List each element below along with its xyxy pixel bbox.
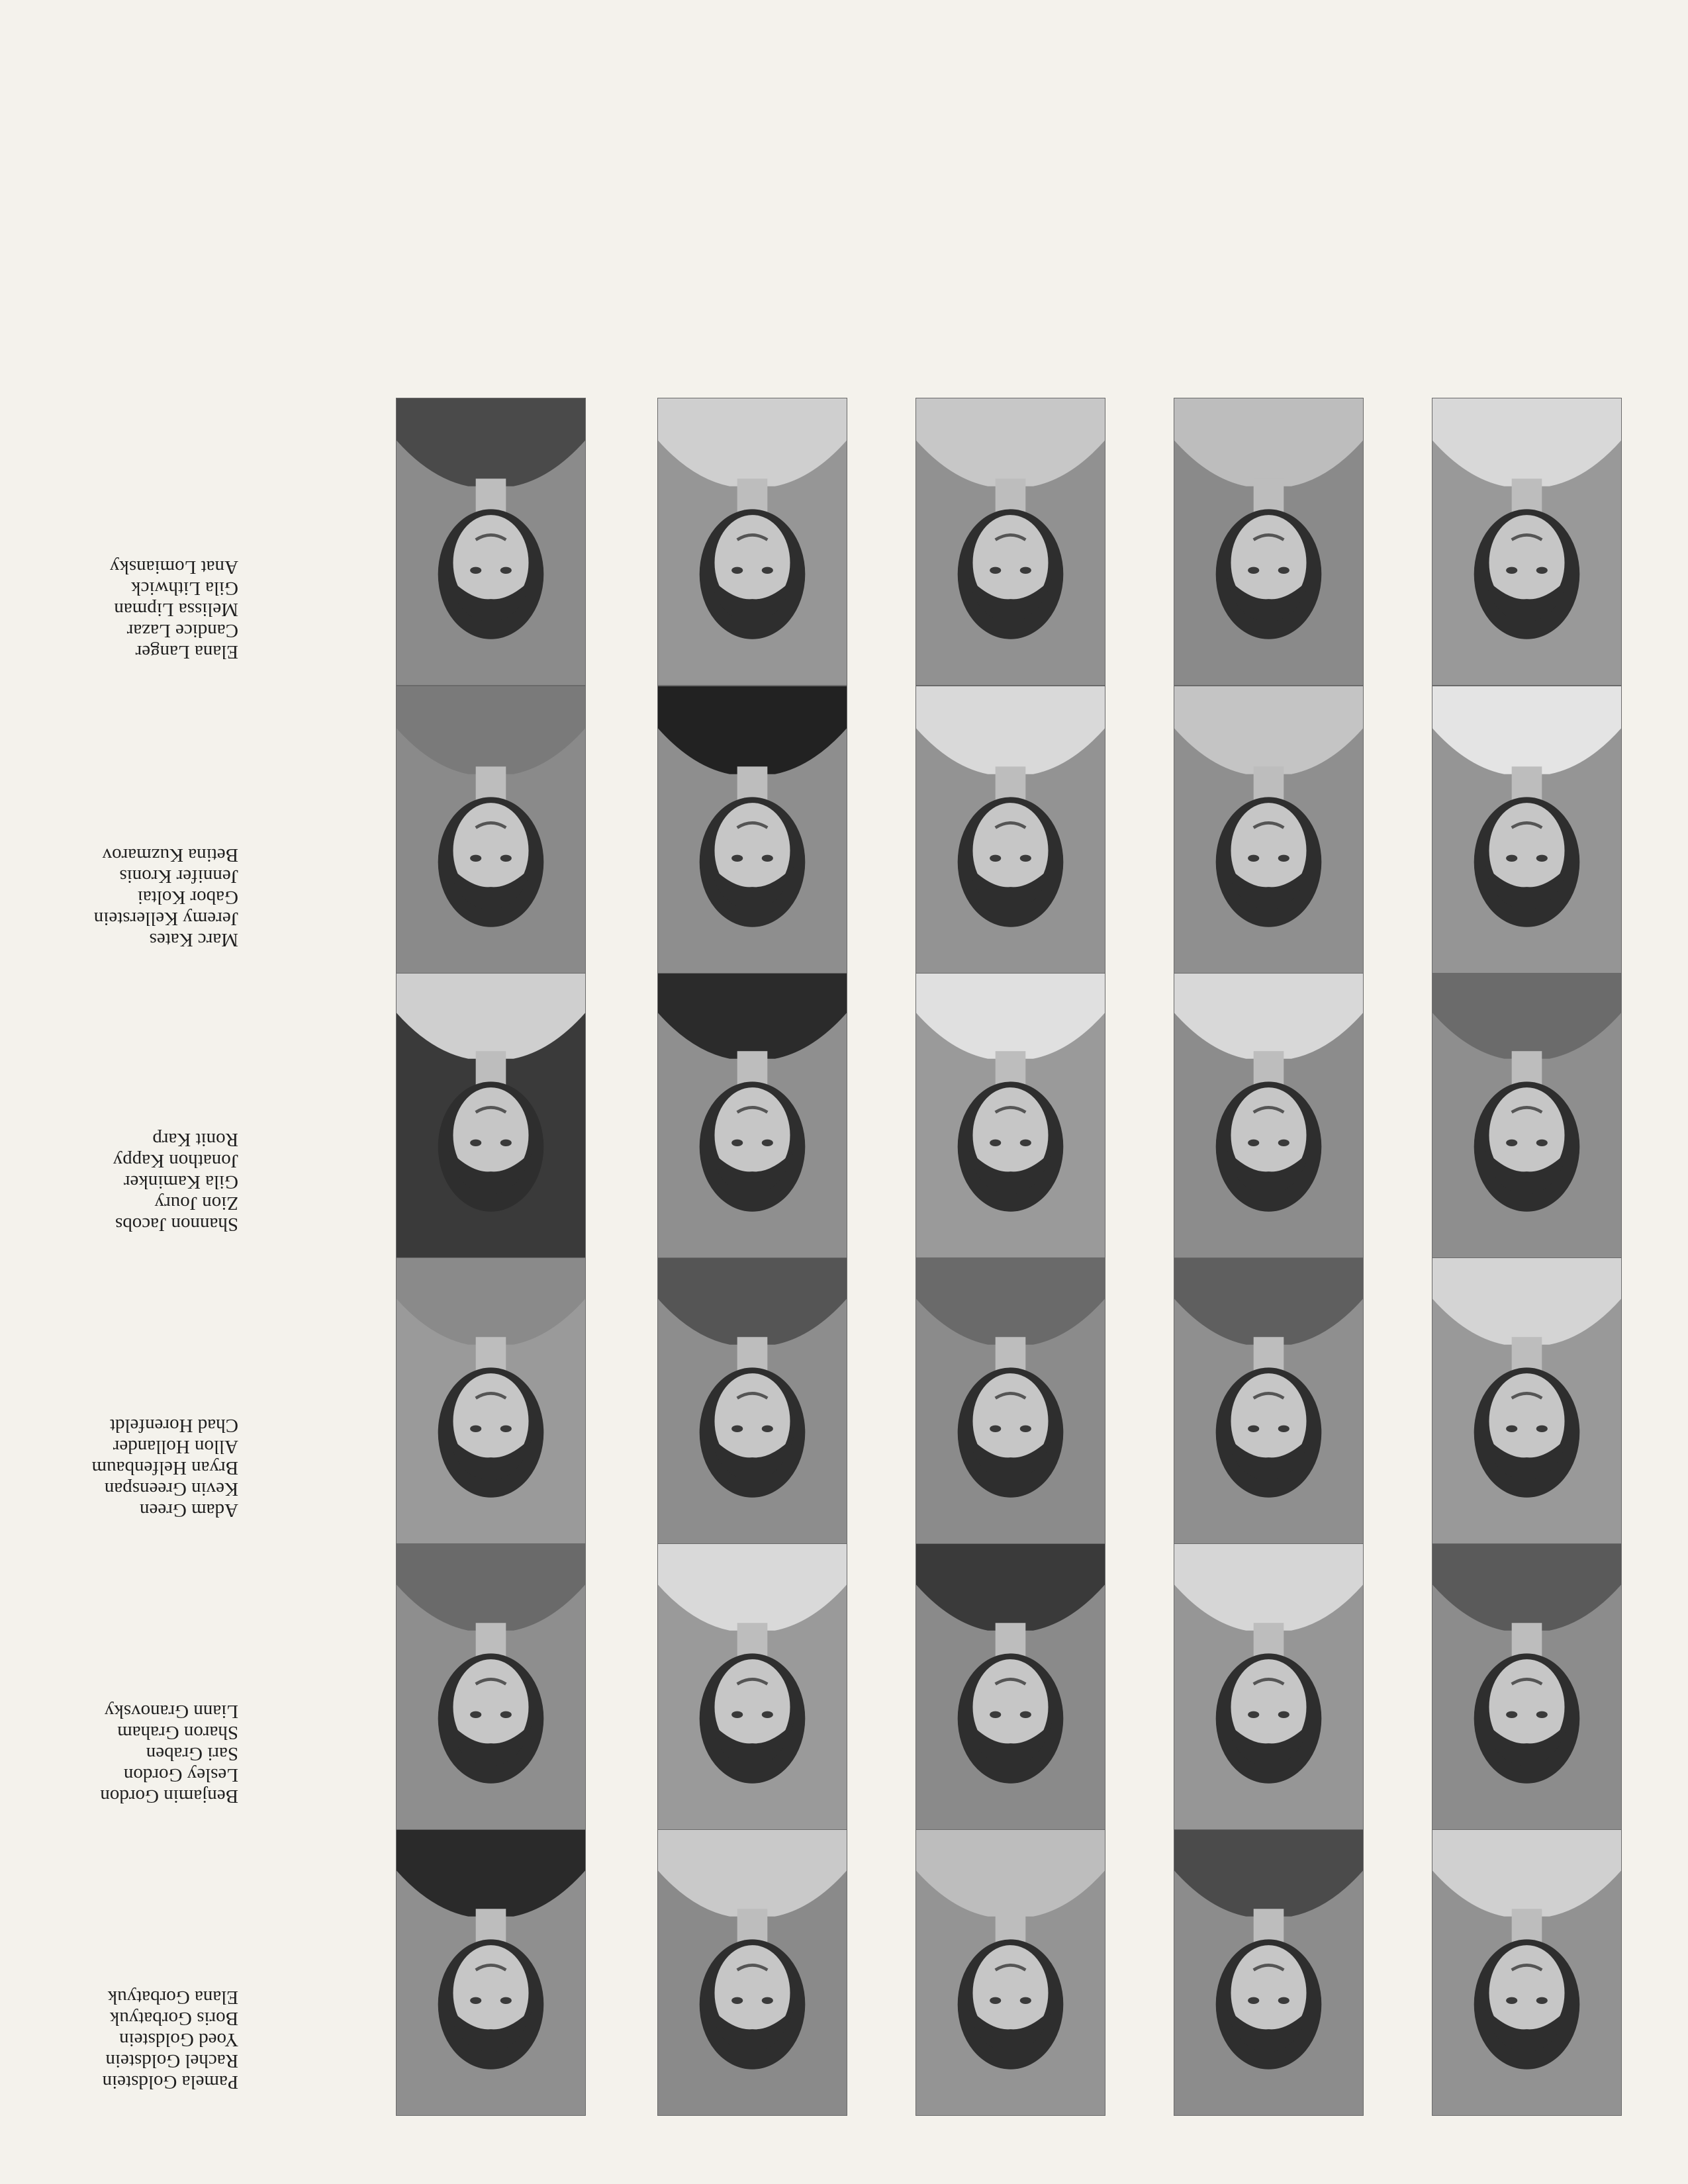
portrait-graphic [397,971,585,1257]
portrait-graphic [1174,1543,1363,1829]
student-name: Kevin Greenspan [104,1479,238,1500]
student-name: Bryan Helfenbaum [91,1457,238,1479]
student-photo [1432,398,1622,686]
student-photo [1432,1542,1622,1830]
portrait-graphic [1174,686,1363,973]
portrait-graphic [1174,971,1363,1257]
name-caption [46,1129,238,1235]
portrait-graphic [658,398,847,685]
student-name: Zion Joury [154,1193,238,1214]
student-photo [1432,1828,1622,2116]
portrait-graphic [1174,1829,1363,2115]
portrait-graphic [1432,1829,1621,2115]
student-photo [396,970,586,1258]
name-caption [46,844,238,950]
portrait-graphic [1432,1543,1621,1829]
name-caption [46,1415,238,1521]
student-photo [657,1256,847,1544]
student-photo [657,398,847,686]
student-name: Lesley Gordon [123,1764,238,1786]
student-name: Sari Graben [146,1743,238,1764]
student-row [0,394,1688,686]
student-name: Marc Kates [149,929,238,950]
portrait-graphic [916,1543,1105,1829]
portrait-graphic [397,1543,585,1829]
student-photo [396,398,586,686]
student-name: Boris Gorbatyuk [109,2008,238,2029]
portrait-graphic [397,686,585,973]
portrait-graphic [916,1829,1105,2115]
portrait-graphic [1174,398,1363,685]
student-photo [915,686,1105,974]
student-photo [915,970,1105,1258]
student-photo [1174,1828,1364,2116]
student-photo [1174,1256,1364,1544]
portrait-graphic [397,398,585,685]
portrait-graphic [1432,398,1621,685]
portrait-graphic [1432,971,1621,1257]
student-name: Liann Granovsky [104,1701,238,1722]
portrait-graphic [658,1543,847,1829]
student-name: Candice Lazar [126,620,238,641]
portrait-graphic [658,1829,847,2115]
portrait-graphic [658,1257,847,1543]
student-name: Jeremy Kellerstein [93,908,238,929]
student-photo [396,686,586,974]
student-name: Gila Kaminker [123,1171,238,1193]
portrait-graphic [916,686,1105,973]
student-name: Benjamin Gordon [100,1786,238,1807]
portrait-graphic [1432,1257,1621,1543]
student-photo [1174,970,1364,1258]
portrait-graphic [397,1829,585,2115]
student-photo [396,1542,586,1830]
student-row [0,1825,1688,2116]
student-photo [915,1542,1105,1830]
portrait-graphic [916,971,1105,1257]
student-name: Sharon Graham [117,1722,238,1743]
student-photo [657,1828,847,2116]
name-caption [46,557,238,662]
student-name: Pamela Goldstein [102,2071,238,2093]
student-photo [396,1256,586,1544]
student-name: Shannon Jacobs [115,1214,238,1235]
portrait-graphic [916,398,1105,685]
student-photo [1174,398,1364,686]
student-row [0,1253,1688,1544]
student-name: Jonathon Kappy [113,1150,238,1171]
student-name: Allon Hollander [113,1436,238,1457]
portrait-graphic [658,971,847,1257]
portrait-graphic [1432,686,1621,973]
student-name: Chad Horenfeldt [109,1415,238,1436]
portrait-graphic [916,1257,1105,1543]
name-caption [46,1987,238,2093]
student-photo [1174,1542,1364,1830]
portrait-graphic [397,1257,585,1543]
student-name: Gabor Koltai [137,887,238,908]
student-photo [657,1542,847,1830]
student-photo [1432,686,1622,974]
student-row [0,967,1688,1258]
student-photo [915,1828,1105,2116]
student-photo [396,1828,586,2116]
student-name: Adam Green [140,1500,238,1521]
student-photo [1432,970,1622,1258]
student-name: Ronit Karp [152,1129,238,1150]
student-name: Gila Lithwick [131,578,238,599]
portrait-graphic [658,686,847,973]
student-name: Melissa Lipman [114,599,238,620]
student-row [0,1539,1688,1830]
student-name: Rachel Goldstein [105,2050,238,2071]
student-name: Elana Langer [135,641,238,662]
student-photo [1432,1256,1622,1544]
student-name: Elana Gorbatyuk [107,1987,238,2008]
student-photo [915,398,1105,686]
student-photo [657,970,847,1258]
student-row [0,682,1688,974]
name-caption [46,1701,238,1807]
portrait-graphic [1174,1257,1363,1543]
student-photo [1174,686,1364,974]
student-name: Yoed Goldstein [119,2029,238,2050]
student-photo [657,686,847,974]
student-photo [915,1256,1105,1544]
student-name: Jennifer Kronis [119,866,238,887]
student-name: Anat Lomiansky [109,557,238,578]
student-name: Betina Kuzmarov [102,844,238,866]
